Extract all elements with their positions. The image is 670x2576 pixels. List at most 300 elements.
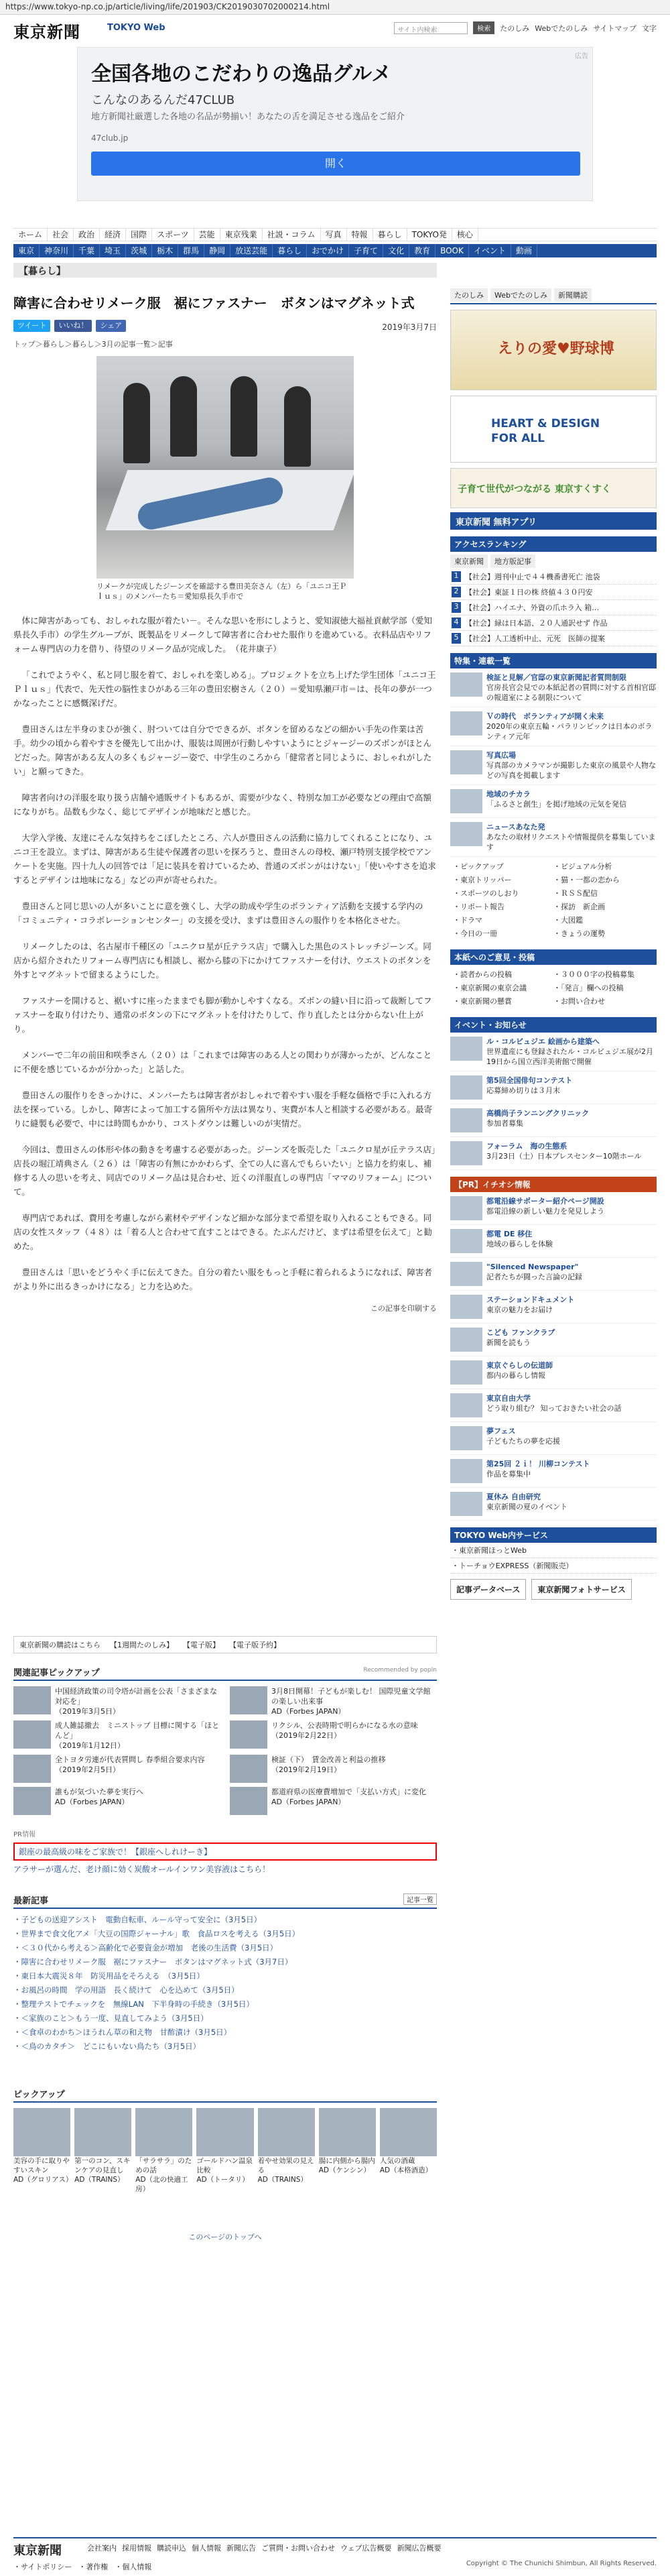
photo-person [170,376,197,457]
article-paragraph: 大学入学後、友達にそんな気持ちをこぼしたところ、六人が豊田さんの活動に協力してくれることになり、ユニコ王を設立。まずは、障害がある生徒や保護者の思いを探ろうと、豊田さんの母校、瀬戸特別支援学校でアンケートを実施。四十九人の回答では「足に装具を着けているため、普通のズボンがはけない」「使いやすさを追求するとデザインは地味になる」などの声が寄せられた。 [13,833,436,885]
side-link[interactable]: ・大図鑑 [553,916,583,925]
app-banner[interactable]: 東京新聞 無料アプリ [450,512,657,530]
pr-thumb [450,1262,482,1286]
pr-title[interactable]: "Silenced Newspaper" [486,1263,579,1271]
ad-title[interactable]: 全国各地のこだわりの逸品グルメ [91,62,392,86]
pr-desc: 都内の暮らし情報 [486,1371,545,1380]
nav-region-item[interactable]: 千葉 [74,244,100,257]
nav-item[interactable]: 経済 [100,229,126,241]
ranking-heading: アクセスランキング [450,536,657,552]
pr-item[interactable] [450,1356,657,1389]
ranking-title[interactable]: 【社会】人工透析中止、元死 医師の提案 [465,634,605,643]
side-link[interactable]: ・スポーツのしおり [453,889,519,898]
event-item[interactable] [450,1033,657,1071]
copyright: Copyright © The Chunichi Shimbun, All Rights Reserved. [466,2560,657,2567]
related-thumb [13,1755,51,1783]
ranking-tab[interactable]: 地方版記事 [490,554,535,568]
bottom-link[interactable]: 【1週間たのしみ】 [110,1641,174,1649]
pr-highlight-link[interactable]: 銀座の最高級の味をご家族で！【銀座へしれけーき】 [13,1842,437,1861]
pr-item[interactable] [450,1488,657,1521]
special-text [486,711,657,742]
pr-title[interactable]: 都電沿線サポーター紹介ページ開設 [486,1197,604,1206]
ad-mark: 広告 [575,53,588,60]
print-link[interactable]: この記事を印刷する [371,1304,437,1313]
latest-heading: 最新記事 [13,1893,437,1909]
pr-desc: 子どもたちの夢を応援 [486,1437,560,1446]
related-text [55,1686,220,1716]
footer-link[interactable]: 採用情報 [122,2544,151,2553]
opinion-link[interactable]: ・「発言」欄への投稿 [553,984,624,992]
tweet-button[interactable]: ツイート [13,320,50,332]
photo-person [123,383,150,463]
nav-region-item[interactable]: 栃木 [152,244,178,257]
article-paragraph: リメークしたのは、名古屋市千種区の「ユニクロ星が丘テラス店」で購入した黒色のストレッチジーンズ。同店から紹介されたリフォーム専門店にも相談し、裾から膝の下にかけてファスナーを付け、ウエストのボタンを外すとマグネットで留まるようにした。 [13,941,431,980]
bottom-link[interactable]: 【電子版予約】 [229,1641,281,1649]
nav-item[interactable]: 社会 [48,229,74,241]
related-date: AD（Forbes JAPAN） [55,1798,129,1806]
service-link[interactable]: ・東京新聞ほっとWeb [450,1543,657,1558]
opinion-link[interactable]: ・東京新聞の懸賞 [453,997,512,1006]
banner-text: HEART & DESIGN FOR ALL [491,417,600,445]
related-item[interactable] [230,1686,437,1716]
related-thumb [13,1720,51,1749]
pickup-title[interactable]: 人気の酒蔵 [379,2157,415,2165]
related-title[interactable]: 中国経済政策の司令塔が計画を公表「さまざまな対応を」 [55,1687,217,1706]
nav-region-item[interactable]: 暮らし [273,244,307,257]
event-item[interactable] [450,1071,657,1104]
related-item[interactable] [230,1720,437,1751]
latest-item[interactable]: ・＜３０代から考える＞高齢化で必要資金が増加 老後の生活費（3月5日） [13,1943,278,1952]
special-item[interactable] [450,707,657,746]
pickup-source: AD（北の快適工房） [135,2176,188,2193]
event-text [486,1075,572,1100]
footer-link[interactable]: ご質問・お問い合わせ [261,2544,335,2553]
site-header [13,17,657,42]
ranking-number: 4 [452,618,461,628]
events-heading: イベント・お知らせ [450,1017,657,1033]
sidebar-tab[interactable]: 新聞購読 [554,288,592,302]
baseball-expo-banner[interactable] [450,310,657,390]
special-title[interactable]: 写真広場 [486,751,516,760]
photo-caption: リメークが完成したジーンズを確認する豊田美奈さん（左）ら「ユニコ王Ｐｌｕｓ」のメンバーたち＝愛知県長久手市で [96,582,347,601]
pr-desc: 東京新聞の夏のイベント [486,1503,567,1511]
related-grid [13,1686,437,1815]
pr-item[interactable] [450,1389,657,1422]
related-item[interactable] [13,1787,220,1815]
related-title[interactable]: 都道府県の医療費増加で「支払い方式」に変化 [271,1788,426,1796]
nav-item[interactable]: 特報 [347,229,373,241]
latest-item[interactable]: ・東日本大震災８年 防災用品をそろえる （3月5日） [13,1971,204,1981]
footer-link[interactable]: ・サイトポリシー [13,2563,72,2571]
side-links [450,857,657,943]
event-text [486,1141,642,1165]
nav-region-item[interactable]: 教育 [409,244,436,257]
bottom-link[interactable]: 【電子版】 [183,1641,220,1649]
pickup-title[interactable]: 美容の手に取りやすいスキン [13,2157,70,2174]
ranking-tab[interactable]: 東京新聞 [450,554,488,568]
popin-credit: Recommended by popIn [363,1667,437,1674]
pickup-image [13,2108,70,2156]
pr-desc: 東京の魅力をお届け [486,1305,553,1314]
pickup-source: AD（ケンシン） [318,2166,371,2174]
nav-item[interactable]: 政治 [74,229,100,241]
pickup-image [380,2108,437,2156]
footer-link[interactable]: 新聞広告概要 [397,2544,442,2553]
event-item[interactable] [450,1104,657,1137]
latest-item[interactable]: ・お風呂の時間 学の用語 長く続けて 心を込めて（3月5日） [13,1985,239,1995]
pickup-image [258,2108,315,2156]
side-link[interactable]: ・ピックアップ [453,862,504,871]
search-input[interactable]: サイト内検索 [394,22,468,34]
pickup-title[interactable]: ゴールドハン温泉比較 [196,2157,253,2174]
pr-item[interactable] [450,1455,657,1488]
social-buttons [13,320,437,332]
related-item[interactable] [230,1755,437,1783]
side-link[interactable]: ・今日の一冊 [453,929,497,938]
event-title[interactable]: 高橋尚子ランニングクリニック [486,1109,590,1118]
related-title[interactable]: 3月8日開幕！子どもが楽しむ！ 国際児童文学館の楽しい出来事 [271,1687,431,1706]
sidebar-tab[interactable]: Webでたのしみ [490,288,551,302]
related-thumb [13,1686,51,1714]
special-item[interactable] [450,668,657,707]
article-category: 【暮らし】 [13,263,437,278]
sidebar [450,288,657,1600]
latest-item[interactable]: ・＜家族のこと＞もう一度、見直してみよう（3月5日） [13,2013,208,2023]
pr-item[interactable] [450,1258,657,1291]
nav-item[interactable]: 核心 [452,229,478,241]
pr-desc: 新聞を読もう [486,1338,531,1347]
pr-text [486,1492,567,1516]
pickup-row [13,2108,437,2194]
latest-item[interactable]: ・＜鳥のカタチ＞ どこにもいない鳥たち（3月5日） [13,2042,201,2051]
opinion-heading: 本紙へのご意見・投稿 [450,949,657,965]
event-title[interactable]: 第5回全国俳句コンテスト [486,1076,573,1085]
nav-region-item[interactable]: 群馬 [178,244,204,257]
ranking-item[interactable] [450,616,657,631]
side-link[interactable]: ・リポート報告 [453,902,505,911]
secondary-nav [13,244,657,257]
related-thumb [230,1686,267,1714]
nav-region-item[interactable]: 神奈川 [40,244,74,257]
ranking-title[interactable]: 【社会】緑は日本語、２０人通訳せず 作品 [465,619,608,628]
footer-link[interactable]: ・著作権 [78,2563,109,2571]
footer-link[interactable]: ・個人情報 [115,2563,152,2571]
pr-title[interactable]: 夏休み 自由研究 [486,1492,541,1501]
opinion-link[interactable]: ・３０００字の投稿募集 [553,970,634,979]
related-text [55,1755,205,1783]
site-logo-sub[interactable]: TOKYO Web [107,23,165,33]
search-button[interactable]: 検索 [473,21,494,34]
pickup-card[interactable] [196,2108,253,2194]
nav-item[interactable]: 芸能 [194,229,220,241]
nav-item[interactable]: 国際 [126,229,152,241]
special-item[interactable] [450,818,657,857]
related-item[interactable] [230,1787,437,1815]
special-desc: 写真部のカメラマンが撮影した東京の風景や人物などの写真を掲載します [486,761,656,780]
pr-thumb [450,1360,482,1385]
related-thumb [230,1720,267,1749]
event-text [486,1037,657,1067]
ranking-item[interactable] [450,631,657,646]
ranking-title[interactable]: 【社会】週刊中止で４４機番書死亡 池袋 [465,573,600,581]
related-title[interactable]: 成人雑誌撤去 ミニストップ 目標に関する「ほとんど」 [55,1721,220,1740]
nav-region-item[interactable]: 放送芸能 [230,244,273,257]
special-desc: 2020年の東京五輪・パラリンピックは日本のボランティア元年 [486,722,653,741]
latest-item[interactable]: ・障害に合わせリメーク服 裾にファスナー ボタンはマグネット式（3月7日） [13,1957,293,1967]
opinion-link[interactable]: ・お問い合わせ [553,997,605,1006]
pr-thumb [450,1426,482,1450]
related-heading: 関連記事ピックアップ [13,1665,437,1681]
pr-item[interactable] [450,1291,657,1324]
nav-region-item[interactable]: 茨城 [126,244,152,257]
related-title[interactable]: リクシル、公表時期で明らかになる水の意味 [271,1721,418,1730]
pr-thumb [450,1492,482,1516]
side-link[interactable]: ・きょうの運勢 [553,929,605,938]
related-text [271,1787,426,1815]
related-text [55,1720,220,1751]
site-footer [13,2537,657,2572]
ad-open-button[interactable]: 開く [91,152,580,176]
pickup-source: AD（トータリ） [196,2176,249,2184]
header-link[interactable]: たのしみ [500,23,530,33]
nav-region-item[interactable]: 埼玉 [100,244,126,257]
pr-desc: 地域の暮らしを体験 [486,1240,553,1248]
article-paragraph: 体に障害があっても、おしゃれな服が着たい－。そんな思いを形にしようと、愛知淑徳大福祉貢献学部（愛知県長久手市）の学生グループが、既製品をリメークして障害者に合わせた服作りを進めている。衣料品店やリフォーム専門店の力を借り、待望のリメーク品が完成した。 （花井康子） [13,616,432,654]
pr-desc: 記者たちが闘った言論の記録 [486,1273,582,1281]
related-date: （2019年3月5日） [55,1707,120,1716]
article-main [13,263,437,1313]
nav-item[interactable]: 東京残業 [220,229,263,241]
nav-region-item[interactable]: イベント [469,244,511,257]
ad-description: 地方新聞社厳選した各地の名品が勢揃い！あなたの舌を満足させる逸品をご紹介 [91,112,405,122]
related-title[interactable]: 誰もが気づいた夢を実行へ [55,1788,143,1796]
event-desc: 世界遺産にも登録されたル・コルビュジエ展が2月19日から国立西洋美術館で開催 [486,1047,653,1066]
pr-item[interactable] [450,1422,657,1455]
special-thumb [450,750,482,774]
nav-region-item[interactable]: BOOK [436,244,469,257]
event-thumb [450,1075,482,1100]
nav-item[interactable]: TOKYO発 [407,229,452,241]
latest-item[interactable]: ・＜食卓のわかち＞ほうれん草の和え物 甘酢漬け（3月5日） [13,2028,232,2037]
header-link[interactable]: Webでたのしみ [535,23,588,33]
nav-region-item[interactable]: おでかけ [307,244,349,257]
pr-item[interactable] [450,1225,657,1258]
nav-item[interactable]: 社説・コラム [263,229,321,241]
opinion-links [450,965,657,1010]
nav-item[interactable]: ホーム [13,229,48,241]
article-paragraph: ファスナーを開けると、裾いすに座ったままでも脚が動かしやすくなる。ズボンの縫い目に沿って裁断してファスナーを取り付けたり、通常のボタンの下にマグネットを付けたりして、作り直したとは分からない仕上がり。 [13,996,432,1034]
pr-title[interactable]: 東京自由大学 [486,1394,531,1403]
pickup-title[interactable]: 第一のコン、スキンケアの見直し [74,2157,131,2174]
latest-item[interactable]: ・整理テストでチェックを 無線LAN 下半身時の手続き（3月5日） [13,1999,254,2009]
ranking-item[interactable] [450,600,657,616]
footer-link[interactable]: 購読申込 [157,2544,186,2553]
footer-link[interactable]: 会社案内 [87,2544,117,2553]
special-item[interactable] [450,746,657,785]
share-button[interactable]: シェア [96,320,126,332]
pickup-card[interactable] [74,2108,131,2194]
special-text [486,822,657,852]
top-ad-banner[interactable] [77,47,593,201]
footer-link[interactable]: 新聞広告 [226,2544,256,2553]
pickup-title[interactable]: 腸に内側から腸内 [318,2157,375,2165]
ranking-item[interactable] [450,585,657,600]
nav-item[interactable]: 暮らし [373,229,407,241]
article-date: 2019年3月7日 [382,323,437,332]
pickup-image [319,2108,376,2156]
nav-item[interactable]: スポーツ [152,229,194,241]
event-title[interactable]: ル・コルビュジエ 絵画から建築へ [486,1037,600,1046]
article-paragraph: 豊田さんの服作りをきっかけに、メンバーたちは障害者がおしゃれで着やすい服を手軽な価格で手に入れる方法を探っている。しかし、障害によって加工する箇所や方法は異なり、実費が本人と相談する必要がある。最寄りに縫製も必要で、中には時間もかかり、コストダウンは難しいのが実情だ。 [13,1090,433,1128]
footer-nav [87,2542,442,2553]
banner-text: えりの愛♥野球博 [498,341,614,357]
related-thumb [230,1787,267,1815]
ranking-item[interactable] [450,569,657,585]
pr-title[interactable]: ステーションドキュメント [486,1295,575,1304]
special-desc: 官房長官会見での本紙記者の質問に対する首相官邸の報道室による制限について [486,683,656,702]
article-title: 障害に合わせリメーク服 裾にファスナー ボタンはマグネット式 [13,295,415,311]
pr-desc: どう取り組む？ 知っておきたい社会の話 [486,1404,622,1413]
services-heading: TOKYO Web内サービス [450,1527,657,1543]
pr-desc: 作品を募集中 [486,1470,531,1478]
article-body [13,613,437,1293]
service-link[interactable]: ・トーチョウEXPRESS（新聞販売） [450,1558,657,1574]
sukusuku-banner[interactable] [450,468,657,508]
nav-region-item[interactable]: 動画 [511,244,537,257]
pr-item[interactable] [450,1324,657,1356]
pickup-card[interactable] [13,2108,73,2194]
pr-thumb [450,1229,482,1253]
header-link[interactable]: 文字 [642,23,657,33]
related-item[interactable] [13,1686,220,1716]
pr-item[interactable] [450,1192,657,1225]
ad-subtitle: こんなのあるんだ47CLUB [91,93,235,107]
pickup-card[interactable] [135,2108,192,2194]
related-item[interactable] [13,1755,220,1783]
special-thumb [450,822,482,846]
side-link[interactable]: ・ＲＳＳ配信 [553,889,598,898]
related-title[interactable]: 全トヨタ労連が代表質問し 春季組合要求内容 [55,1755,205,1764]
special-title[interactable]: 地域のチカラ [486,790,531,799]
primary-nav [13,228,657,241]
header-link[interactable]: サイトマップ [593,23,636,33]
news-more-link[interactable]: 記事一覧 [403,1893,437,1905]
subscribe-link[interactable]: 東京新聞の購読はこちら [19,1641,100,1649]
header-tools [394,21,657,34]
site-logo[interactable]: 東京新聞 [13,22,80,42]
event-thumb [450,1108,482,1132]
related-item[interactable] [13,1720,220,1751]
pickup-source: AD（グロリアス） [13,2176,73,2184]
pr-title[interactable]: こども ファンクラブ [486,1328,555,1337]
opinion-link[interactable]: ・読者からの投稿 [453,970,512,979]
pickup-card[interactable] [319,2108,376,2194]
pr-thumb [450,1295,482,1319]
nav-region-item[interactable]: 文化 [383,244,409,257]
nav-item[interactable]: 写真 [321,229,347,241]
pickup-image [196,2108,253,2156]
pr-thumb [450,1328,482,1352]
related-text [55,1787,143,1815]
opinion-link[interactable]: ・東京新聞の東京会議 [453,984,527,992]
sidebar-tab[interactable]: たのしみ [450,288,488,302]
pr-list [450,1192,657,1521]
nav-region-item[interactable]: 静岡 [204,244,230,257]
related-text [271,1686,437,1716]
pr-title[interactable]: 東京ぐらしの伝道師 [486,1361,553,1370]
breadcrumb[interactable]: トップ＞暮らし＞暮らし＞3月の記事一覧＞記事 [13,340,173,349]
pickup-source: AD（TRAINS） [74,2176,125,2184]
pr-text [486,1360,553,1385]
pr-title[interactable]: 第25回 ２ｉ！ 川柳コンテスト [486,1460,590,1468]
nav-region-item[interactable]: 子育て [349,244,383,257]
side-link[interactable]: ・東京トリッパー [453,876,512,884]
special-title[interactable]: Ｖの時代 ボランティアが開く未来 [486,712,604,721]
special-text [486,750,657,780]
related-title[interactable]: 検証（下） 賃金改善と利益の推移 [271,1755,386,1764]
ranking-title[interactable]: 【社会】東証１日の株 終値４３０円安 [465,588,593,597]
like-button[interactable]: いいね！ [54,320,92,332]
related-date: （2019年2月19日） [271,1765,341,1774]
url-bar[interactable]: https://www.tokyo-np.co.jp/article/living/life/201903/CK2019030702000214.html [0,0,670,15]
pr-desc: 都電沿線の新しい魅力を発見しよう [486,1207,604,1216]
side-link[interactable]: ・探訪 新企画 [553,902,605,911]
special-thumb [450,711,482,736]
pickup-title[interactable]: 「サラサラ」のための話 [135,2157,192,2174]
specials-list [450,668,657,857]
footer-link[interactable]: 個人情報 [192,2544,221,2553]
photo-service-link[interactable]: 東京新聞フォトサービス [531,1579,631,1600]
special-text [486,789,626,813]
pr-link[interactable]: アラサーが選んだ、老け顔に効く炭酸オールインワン美容液はこちら！ [13,1865,271,1874]
pr-title[interactable]: 夢フェス [486,1427,516,1436]
footer-logo[interactable]: 東京新聞 [13,2544,62,2558]
related-date: （2019年2月22日） [271,1731,341,1740]
pr-label: PR情報 [13,1831,36,1838]
database-link[interactable]: 記事データベース [450,1579,526,1600]
heart-design-banner[interactable] [450,396,657,463]
event-item[interactable] [450,1137,657,1170]
event-title[interactable]: フォーラム 海の生態系 [486,1142,567,1151]
pr-title[interactable]: 都電 DE 移住 [486,1230,533,1238]
related-date: AD（Forbes JAPAN） [271,1707,346,1716]
latest-item[interactable]: ・世界まで食文化アメ「大豆の国際ジャーナル」歌 食品ロスを考える（3月5日） [13,1929,300,1938]
side-link[interactable]: ・ドラマ [453,916,482,925]
pr-text [486,1393,622,1417]
side-link[interactable]: ・猫・一都の恋から [553,876,620,884]
latest-item[interactable]: ・子どもの送迎アシスト 電動自転車、ルール守って安全に（3月5日） [13,1915,262,1924]
pickup-title[interactable]: 着やせ効果の見える [257,2157,314,2174]
related-thumb [230,1755,267,1783]
pickup-card[interactable] [380,2108,437,2194]
article-paragraph: 豊田さんは左半身のまひが強く、肘ついては自分でできるが、ボタンを留めるなどの細かい手先の作業は苦手。幼少の頃から着やすさを優先して出かけ、服装は周囲が行動しやすいようにとジャージーのズボンがほとんどだった。障害がある友人の多くもジャージー姿で、中学生のころから「健常者と同じように、おしゃれがしたい」と願ってきた。 [13,724,432,776]
special-title[interactable]: ニュースあなた発 [486,823,545,831]
pickup-card[interactable] [258,2108,315,2194]
ranking-tabs [450,554,657,569]
event-desc: 3月23日（土）日本プレスセンター10階ホール [486,1152,642,1161]
page-top-link[interactable]: このページのトップへ [188,2233,262,2241]
footer-link[interactable]: ウェブ広告概要 [340,2544,392,2553]
nav-region-item[interactable]: 東京 [13,244,40,257]
special-item[interactable] [450,785,657,818]
pr-text [486,1328,555,1352]
pickup-source: AD（TRAINS） [257,2176,308,2184]
pickup-source: AD（本格酒造） [379,2166,433,2174]
ranking-title[interactable]: 【社会】ハイエナ、外資の爪ホラ入 箱… [465,603,600,612]
side-link[interactable]: ・ビジュアル分析 [553,862,612,871]
bottom-section [13,1636,437,2242]
special-title[interactable]: 検証と見解／官邸の東京新聞記者質問制限 [486,673,626,682]
